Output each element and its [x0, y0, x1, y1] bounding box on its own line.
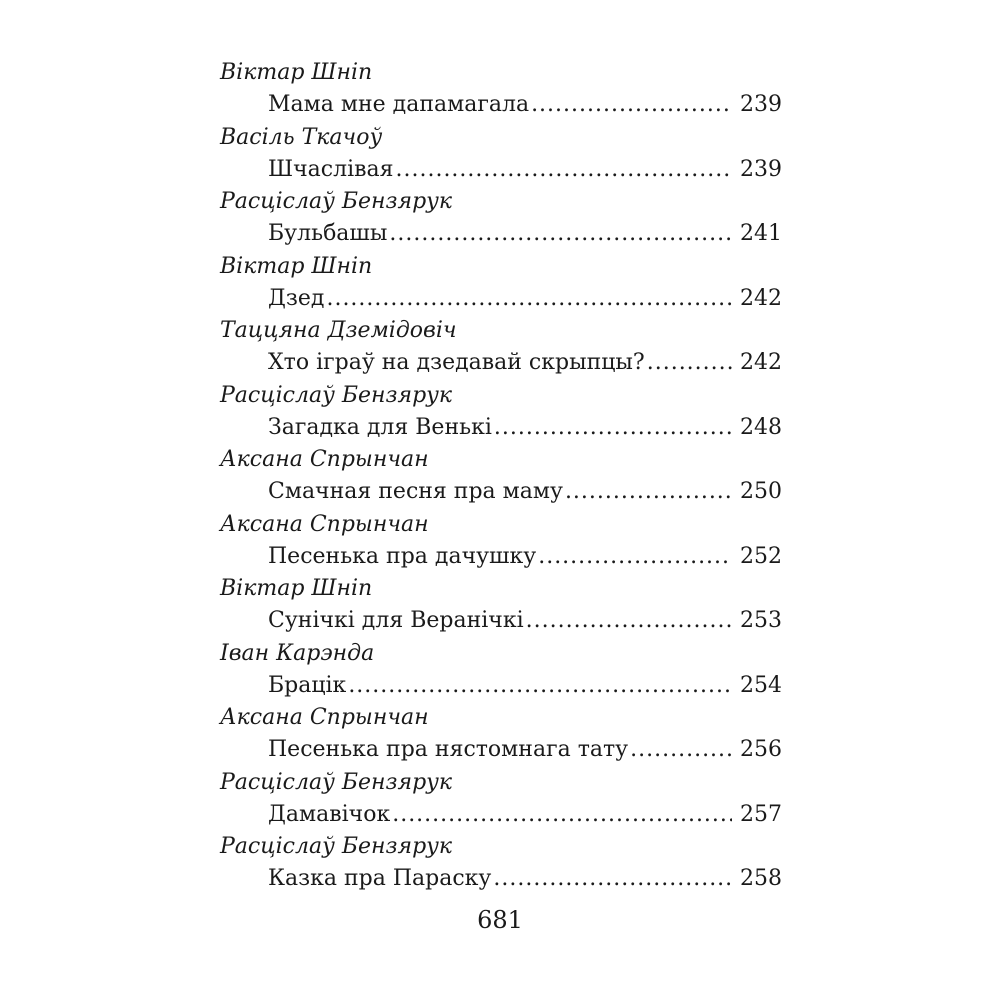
entry-title: Хто іграў на дзедавай скрыпцы?: [268, 350, 645, 375]
toc-entry: [220, 316, 782, 381]
toc-entry: [220, 639, 782, 704]
toc-entry: [220, 445, 782, 510]
entry-page-number: 242: [740, 350, 782, 375]
entry-page-number: 239: [740, 156, 782, 182]
toc-entry: [220, 703, 782, 768]
entry-title-row: [268, 282, 782, 316]
entry-title: Дзед: [268, 285, 325, 311]
entry-author: Васіль Ткачоў: [220, 124, 383, 150]
entry-page-number: 256: [740, 737, 782, 762]
entry-author: Расціслаў Бензярук: [220, 382, 453, 408]
entry-page-number: 250: [740, 479, 782, 504]
entry-page-number: 257: [740, 801, 782, 827]
entry-author: Віктар Шніп: [220, 253, 373, 279]
entry-author: Расціслаў Бензярук: [220, 834, 453, 859]
dot-leader: [630, 733, 732, 767]
entry-title: Казка пра Параску: [268, 866, 492, 891]
entry-title-row: [268, 153, 782, 187]
entry-title-row: [268, 798, 782, 832]
entry-title-row: [268, 862, 782, 896]
dot-leader: [348, 669, 732, 703]
entry-page-number: 253: [740, 608, 782, 633]
entry-page-number: 241: [740, 221, 782, 246]
dot-leader: [392, 798, 732, 832]
toc-entry: [220, 252, 782, 317]
entry-author: Расціслаў Бензярук: [220, 189, 453, 214]
entry-title-row: [268, 88, 782, 122]
dot-leader: [538, 540, 732, 574]
entry-title-row: [268, 604, 782, 638]
entry-title: Смачная песня пра маму: [268, 479, 563, 504]
entry-page-number: 248: [740, 414, 782, 440]
entry-author: Аксана Спрынчан: [220, 447, 429, 472]
entry-title: Брацік: [268, 672, 347, 698]
toc-entry: [220, 187, 782, 252]
entry-page-number: 252: [740, 543, 782, 569]
toc-entry: [220, 123, 782, 188]
dot-leader: [389, 217, 732, 251]
toc-entry: [220, 58, 782, 123]
dot-leader: [531, 88, 732, 122]
entry-page-number: 258: [740, 866, 782, 891]
dot-leader: [565, 475, 732, 509]
entry-title: Бульбашы: [268, 221, 388, 246]
entry-title: Дамавічок: [268, 801, 391, 827]
entry-author: Расціслаў Бензярук: [220, 769, 453, 795]
page-folio-number: 681: [477, 906, 523, 934]
dot-leader: [494, 411, 732, 445]
toc-entry: [220, 381, 782, 446]
entry-author: Аксана Спрынчан: [220, 705, 429, 730]
entry-author: Аксана Спрынчан: [220, 511, 429, 537]
entry-title-row: [268, 217, 782, 251]
entry-title: Загадка для Венькі: [268, 414, 492, 440]
entry-title: Шчаслівая: [268, 156, 394, 182]
entry-title-row: [268, 411, 782, 445]
entry-author: Віктар Шніп: [220, 576, 373, 601]
entry-page-number: 242: [740, 285, 782, 311]
dot-leader: [526, 604, 732, 638]
entry-title: Песенька пра нястомнага тату: [268, 737, 629, 762]
entry-title: Мама мне дапамагала: [268, 92, 530, 117]
entry-page-number: 239: [740, 92, 782, 117]
entry-title-row: [268, 475, 782, 509]
entry-title-row: [268, 346, 782, 380]
entry-author: Віктар Шніп: [220, 60, 373, 85]
entry-title: Сунічкі для Веранічкі: [268, 608, 524, 633]
toc-entry: [220, 510, 782, 575]
entry-title-row: [268, 669, 782, 703]
toc-entry: [220, 574, 782, 639]
entry-author: Іван Карэнда: [220, 640, 375, 666]
toc-entry: [220, 832, 782, 897]
dot-leader: [493, 862, 732, 896]
entry-author: Таццяна Дземідовіч: [220, 318, 457, 343]
dot-leader: [326, 282, 732, 316]
toc-entry: [220, 768, 782, 833]
dot-leader: [395, 153, 732, 187]
dot-leader: [647, 346, 732, 380]
entry-page-number: 254: [740, 672, 782, 698]
entry-title-row: [268, 733, 782, 767]
entry-title: Песенька пра дачушку: [268, 543, 537, 569]
table-of-contents: [220, 58, 782, 897]
entry-title-row: [268, 540, 782, 574]
